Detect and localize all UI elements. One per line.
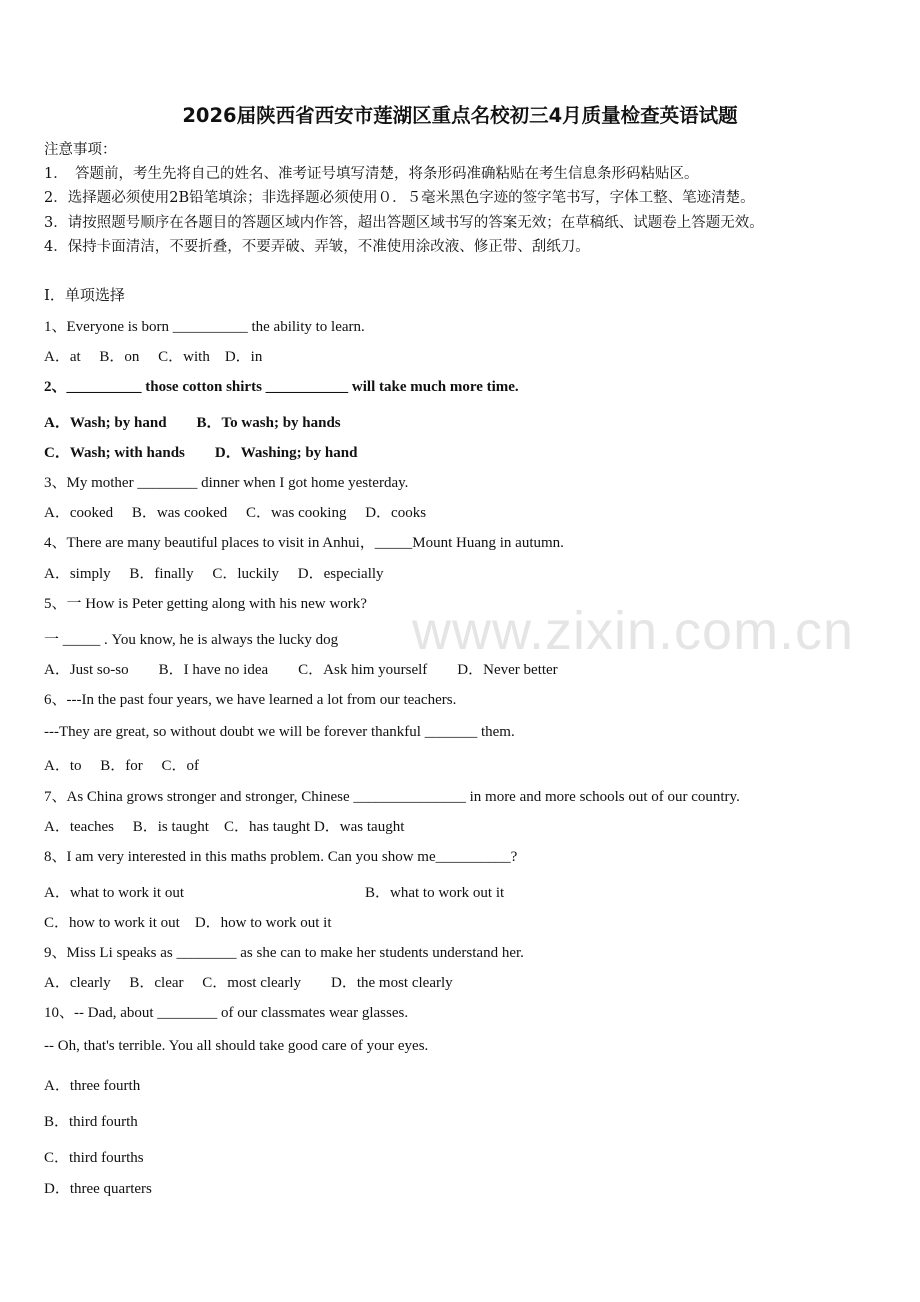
question-1-options: A．at B．on C．with D．in bbox=[44, 349, 263, 365]
question-10-option-c: C．third fourths bbox=[44, 1150, 144, 1166]
question-10-option-b: B．third fourth bbox=[44, 1114, 138, 1130]
note-item-4: 4．保持卡面清洁，不要折叠，不要弄破、弄皱，不准使用涂改液、修正带、刮纸刀。 bbox=[44, 239, 590, 255]
question-4: 4、There are many beautiful places to visit in Anhui，_____Mount Huang in autumn. bbox=[44, 535, 564, 551]
question-9: 9、Miss Li speaks as ________ as she can to make her students understand her. bbox=[44, 945, 524, 961]
question-8-option-b: B．what to work out it bbox=[365, 885, 505, 901]
question-4-options: A．simply B．finally C．luckily D．especially bbox=[44, 566, 384, 582]
question-2-options-cd: C．Wash; with hands D．Washing; by hand bbox=[44, 445, 358, 461]
notes-heading: 注意事项： bbox=[44, 142, 117, 158]
watermark: www.zixin.com.cn bbox=[412, 601, 855, 661]
question-10-option-a: A．three fourth bbox=[44, 1078, 141, 1094]
question-9-options: A．clearly B．clear C．most clearly D．the most clearly bbox=[44, 975, 453, 991]
question-7: 7、As China grows stronger and stronger, Chinese _______________ in more and more schools out of our country. bbox=[44, 789, 740, 805]
question-10-reply: -- Oh, that's terrible. You all should take good care of your eyes. bbox=[44, 1038, 429, 1054]
note-item-2: 2．选择题必须使用2B铅笔填涂；非选择题必须使用０．５毫米黑色字迹的签字笔书写，字体工整、笔迹清楚。 bbox=[44, 190, 755, 206]
note-item-1: 1． 答题前，考生先将自己的姓名、准考证号填写清楚，将条形码准确粘贴在考生信息条形码粘贴区。 bbox=[44, 166, 699, 182]
question-5-options: A．Just so-so B．I have no idea C．Ask him yourself D．Never better bbox=[44, 662, 558, 678]
question-2: 2、__________ those cotton shirts ___________ will take much more time. bbox=[44, 379, 519, 395]
question-2-options-ab: A．Wash; by hand B．To wash; by hands bbox=[44, 415, 341, 431]
question-7-options: A．teaches B．is taught C．has taught D．was taught bbox=[44, 819, 405, 835]
question-6-reply: ---They are great, so without doubt we will be forever thankful _______ them. bbox=[44, 724, 515, 740]
section-heading: Ⅰ．单项选择 bbox=[44, 286, 125, 304]
page-title: 2026届陕西省西安市莲湖区重点名校初三4月质量检查英语试题 bbox=[182, 104, 738, 127]
question-6-options: A．to B．for C．of bbox=[44, 758, 199, 774]
question-5: 5、一 How is Peter getting along with his new work? bbox=[44, 596, 367, 612]
question-5-reply: 一 _____ . You know, he is always the lucky dog bbox=[44, 632, 339, 648]
question-3-options: A．cooked B．was cooked C．was cooking D．cooks bbox=[44, 505, 427, 521]
question-1: 1、Everyone is born __________ the ability to learn. bbox=[44, 319, 365, 335]
question-10: 10、-- Dad, about ________ of our classmates wear glasses. bbox=[44, 1005, 409, 1021]
question-8-option-a: A．what to work it out bbox=[44, 885, 184, 901]
question-3: 3、My mother ________ dinner when I got home yesterday. bbox=[44, 475, 409, 491]
note-item-3: 3．请按照题号顺序在各题目的答题区域内作答，超出答题区域书写的答案无效；在草稿纸、试题卷上答题无效。 bbox=[44, 215, 764, 231]
question-10-option-d: D．three quarters bbox=[44, 1181, 152, 1197]
question-6: 6、---In the past four years, we have learned a lot from our teachers. bbox=[44, 692, 457, 708]
question-8: 8、I am very interested in this maths problem. Can you show me__________? bbox=[44, 849, 518, 865]
question-8-options-cd: C．how to work it out D．how to work out it bbox=[44, 915, 332, 931]
